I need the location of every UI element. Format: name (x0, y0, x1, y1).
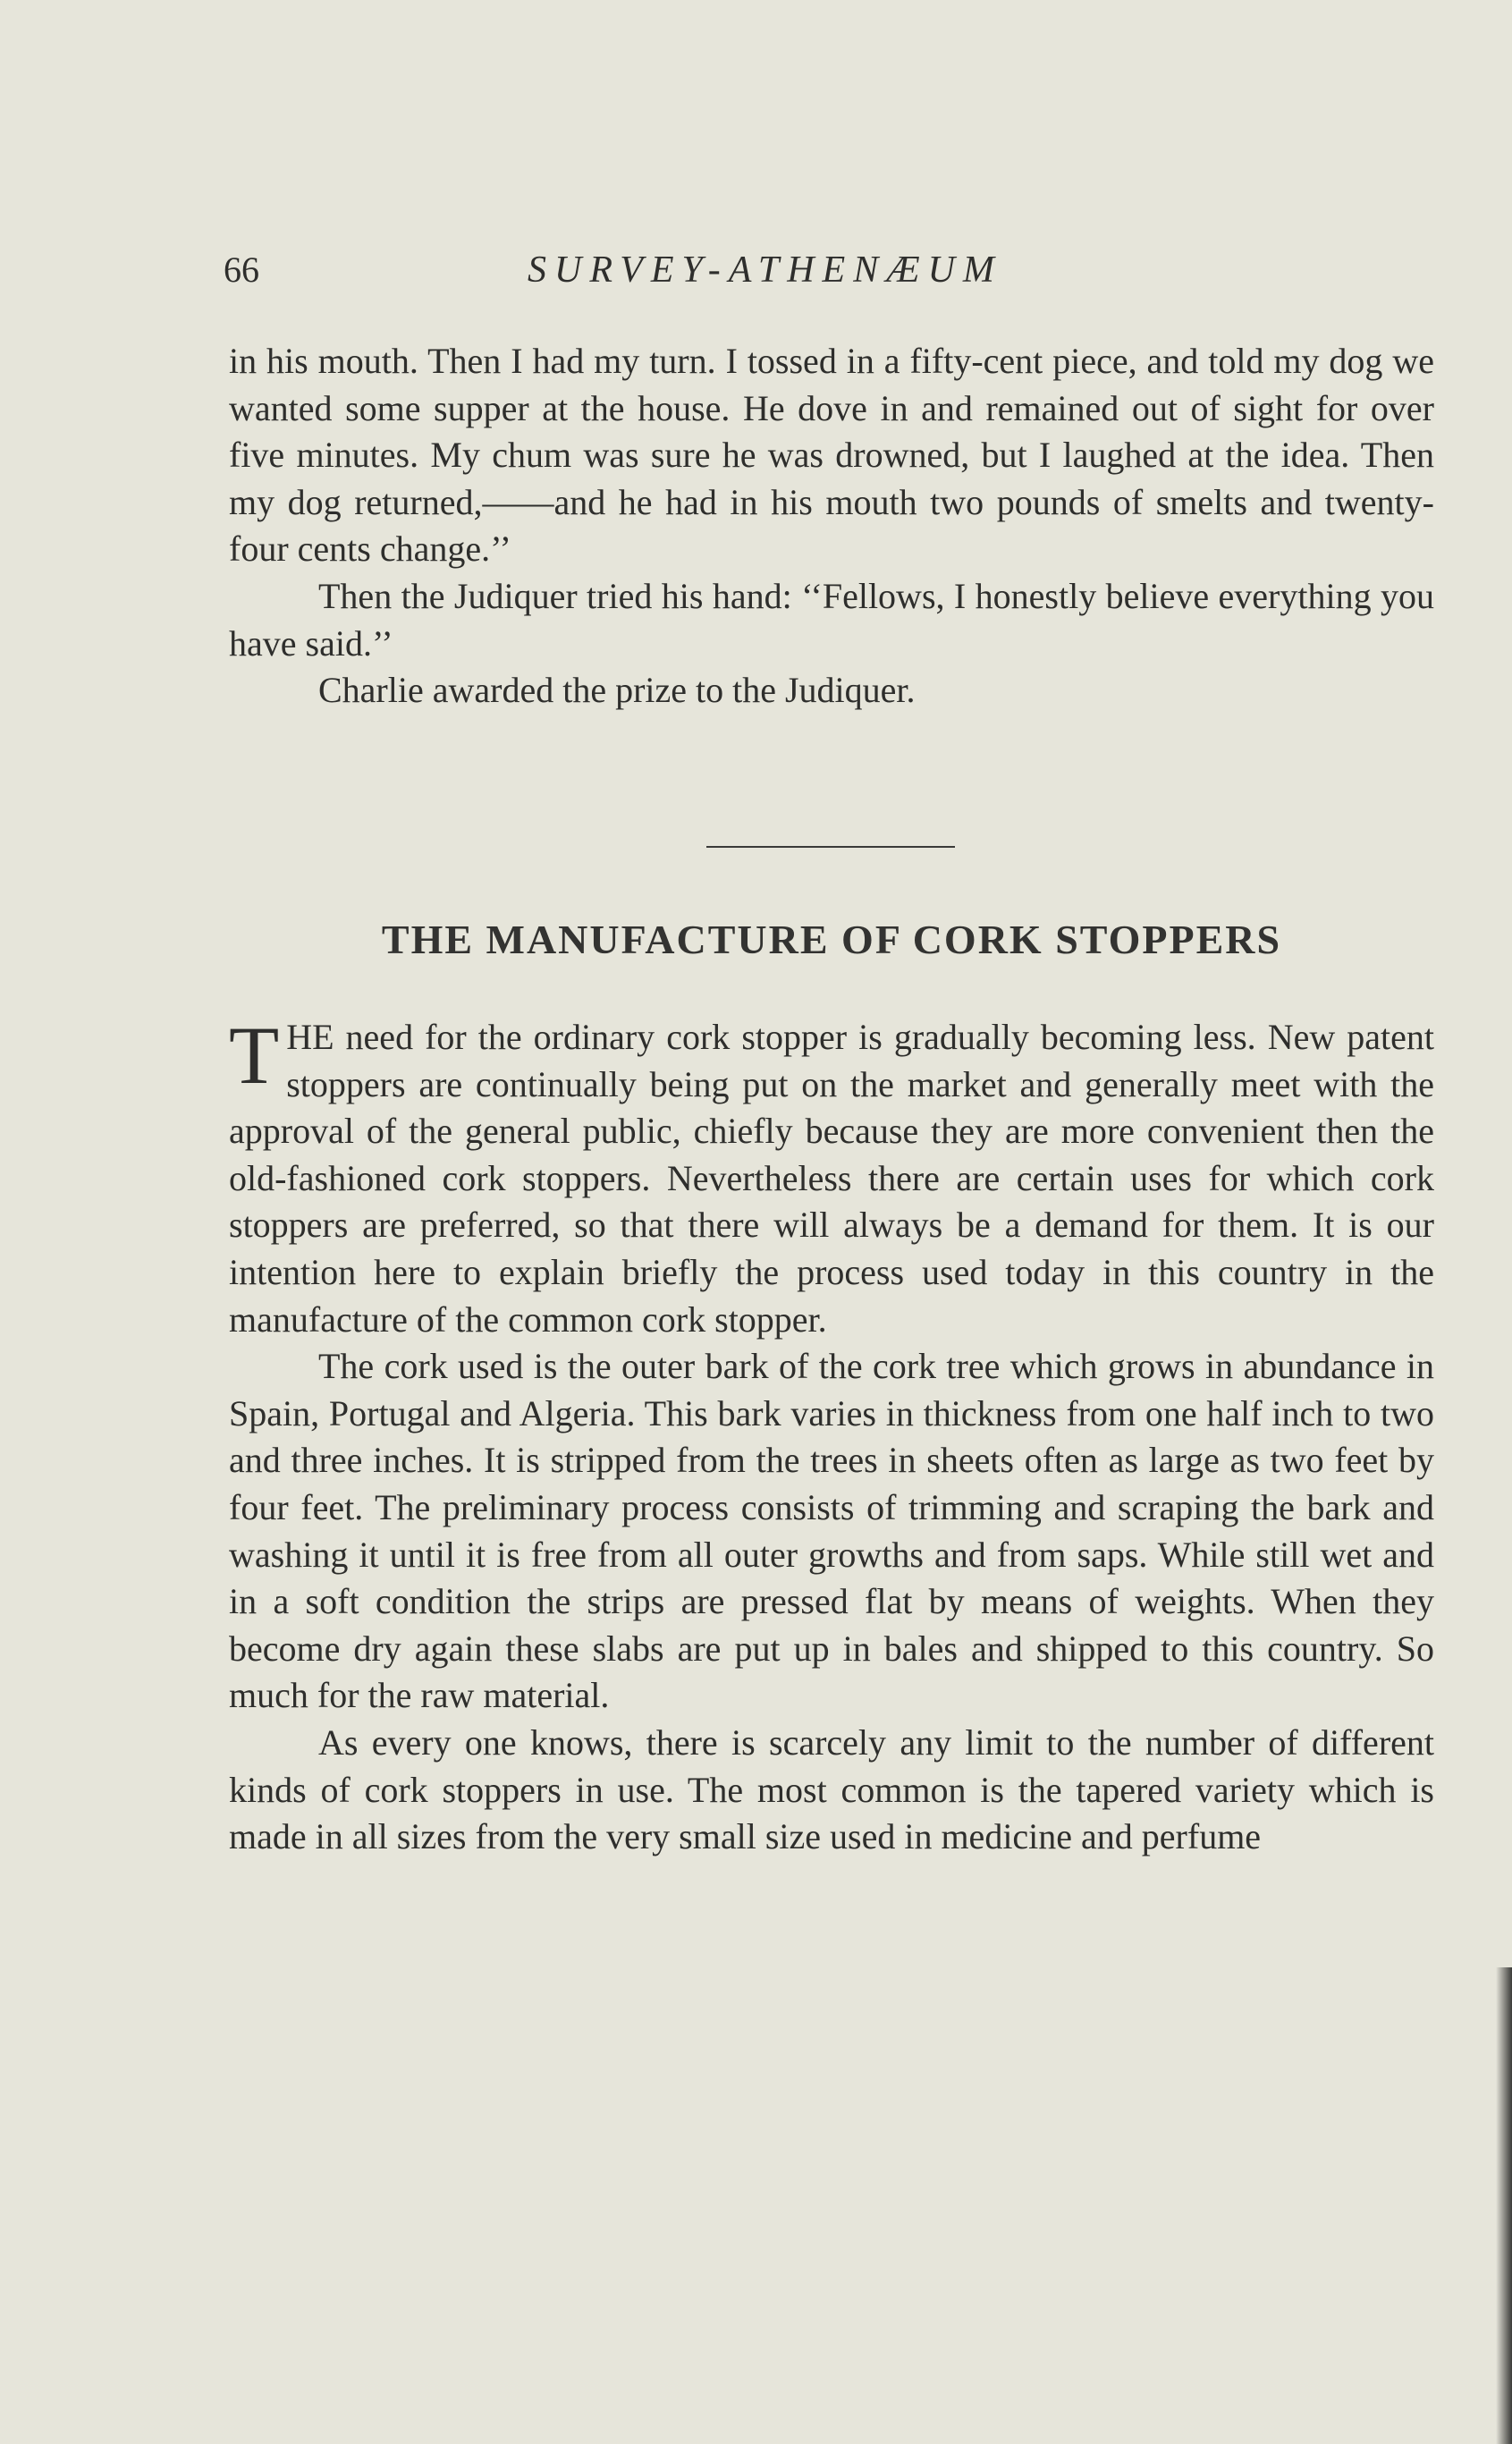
paragraph: in his mouth. Then I had my turn. I tossed in a fifty-cent piece, and told my dog we wanted some supper at the house. He dove in and remained out of sight for over five minutes. My chum was sure he was drowned, but I laughed at the idea. Then my dog returned,——and he had in his mouth two pounds of smelts and twenty-four cents change.’’ (229, 341, 1434, 570)
running-title: SURVEY-ATHENÆUM (528, 249, 1002, 291)
paragraph: As every one knows, there is scarcely any limit to the number of different kinds of cork stoppers in use. The most common is the tapered variety which is made in all sizes from the very small size used in medicine and perfume (229, 1721, 1434, 1857)
story-ending (229, 338, 1434, 715)
article-body (229, 1010, 1434, 1861)
paragraph: Charlie awarded the prize to the Judiquer. (318, 670, 916, 711)
paragraph (229, 1010, 1434, 1343)
page-number: 66 (224, 249, 259, 290)
paragraph-text: HE need for the ordinary cork stopper is gradually becoming less. New patent stoppers are continually being put on the market and generally meet with the approval of the general public, chiefly because they are more convenient then the old-fashioned cork stoppers. Nevertheless there are certain uses for which cork stoppers are preferred, so that there will always be a demand for them. It is our intention here to explain briefly the process used today in this country in the manufacture of the common cork stopper. (229, 1017, 1434, 1340)
drop-cap: T (229, 1010, 280, 1101)
section-divider (706, 846, 955, 848)
article-title: THE MANUFACTURE OF CORK STOPPERS (381, 917, 1282, 962)
paragraph: Then the Judiquer tried his hand: ‘‘Fellows, I honestly believe everything you have said.’’ (229, 575, 1434, 664)
page-edge-shadow (1496, 1967, 1512, 2444)
page-header (224, 249, 1440, 302)
paragraph: The cork used is the outer bark of the cork tree which grows in abundance in Spain, Portugal and Algeria. This bark varies in thickness from one half inch to two and three inches. It is stripped from the trees in sheets often as large as two feet by four feet. The preliminary process consists of trimming and scraping the bark and washing it until it is free from all outer growths and from saps. While still wet and in a soft condition the strips are pressed flat by means of weights. When they become dry again these slabs are put up in bales and shipped to this country. So much for the raw material. (229, 1346, 1434, 1716)
